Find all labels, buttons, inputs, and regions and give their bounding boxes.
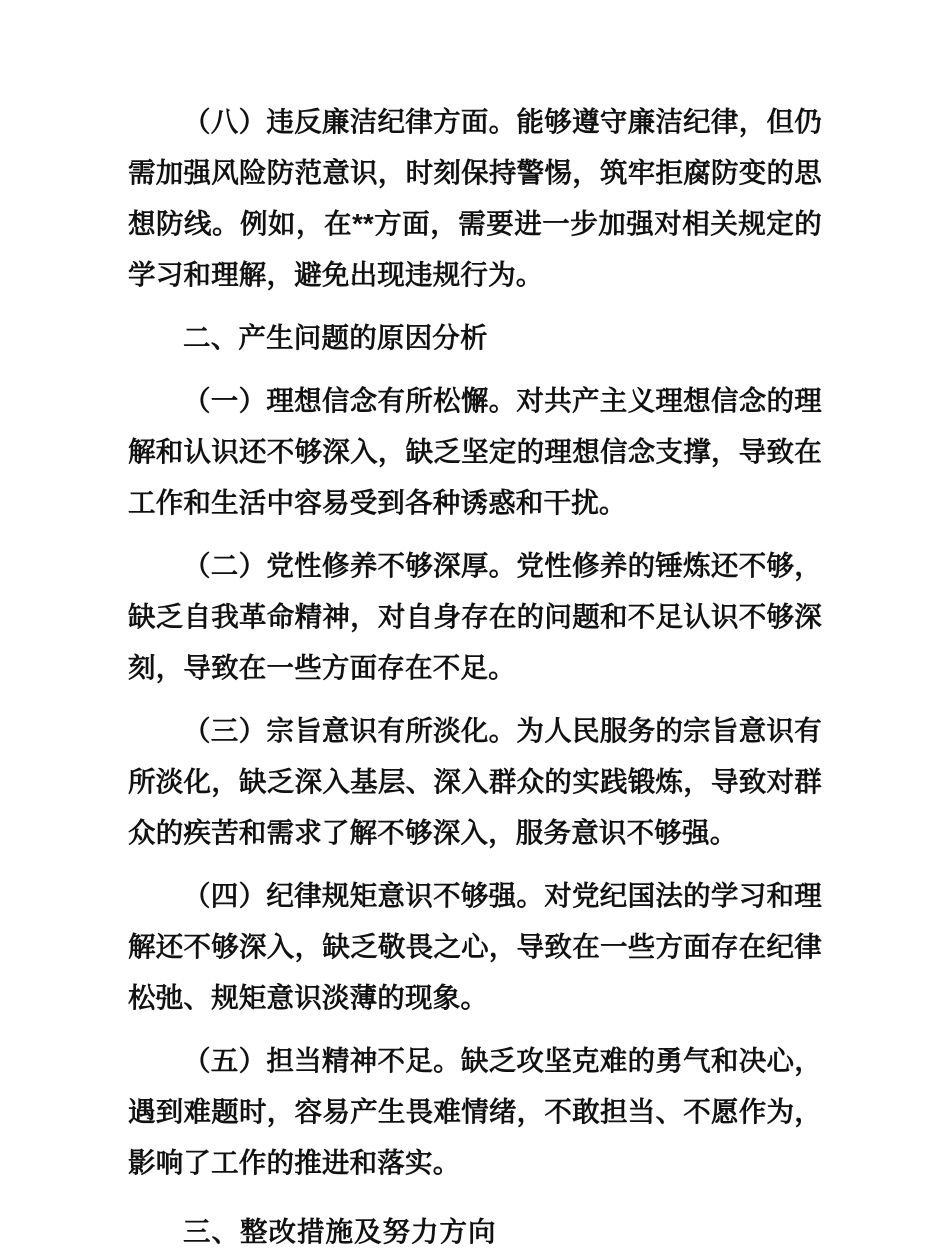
paragraph-violation-integrity-discipline: （八）违反廉洁纪律方面。能够遵守廉洁纪律，但仍需加强风险防范意识，时刻保持警惕，筑牢拒腐防变的思想防线。例如，在**方面，需要进一步加强对相关规定的学习和理解，避免出现违规行为。 <box>128 106 822 290</box>
paragraph-purpose-awareness-diluted: （三）宗旨意识有所淡化。为人民服务的宗旨意识有所淡化，缺乏深入基层、深入群众的实践锻炼，导致对群众的疾苦和需求了解不够深入，服务意识不够强。 <box>128 715 822 848</box>
paragraph-ideal-belief-loosened: （一）理想信念有所松懈。对共产主义理想信念的理解和认识还不够深入，缺乏坚定的理想信念支撑，导致在工作和生活中容易受到各种诱惑和干扰。 <box>128 385 822 518</box>
paragraph-party-spirit-cultivation: （二）党性修养不够深厚。党性修养的锤炼还不够，缺乏自我革命精神，对自身存在的问题和不足认识不够深刻，导致在一些方面存在不足。 <box>128 550 822 683</box>
heading-section-two: 二、产生问题的原因分析 <box>183 322 488 353</box>
heading-section-three: 三、整改措施及努力方向 <box>183 1216 497 1247</box>
paragraph-discipline-rules-awareness: （四）纪律规矩意识不够强。对党纪国法的学习和理解还不够深入，缺乏敬畏之心，导致在一些方面存在纪律松弛、规矩意识淡薄的现象。 <box>128 880 822 1013</box>
paragraph-responsibility-spirit-insufficient: （五）担当精神不足。缺乏攻坚克难的勇气和决心，遇到难题时，容易产生畏难情绪，不敢担当、不愿作为，影响了工作的推进和落实。 <box>128 1045 822 1178</box>
document-body <box>128 96 822 1257</box>
